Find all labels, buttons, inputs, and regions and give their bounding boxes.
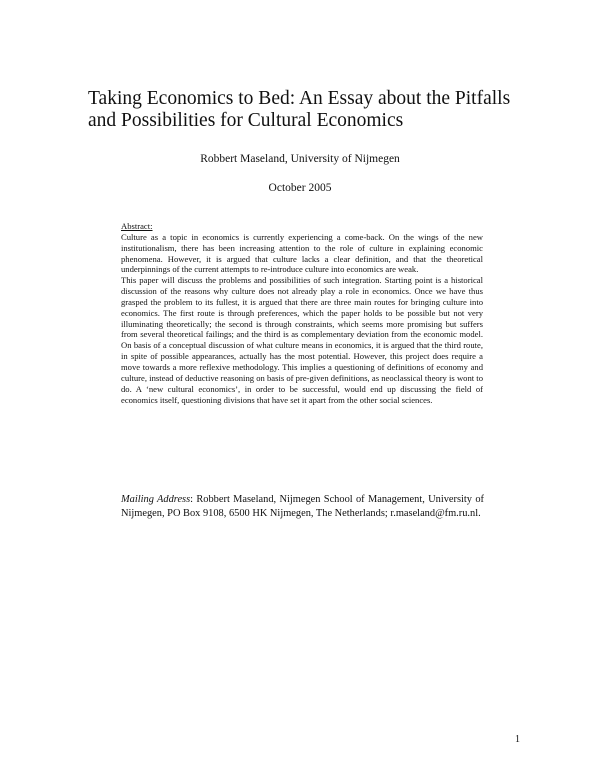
abstract-paragraph-1: Culture as a topic in economics is currently experiencing a come-back. On the wings of the new institutionalism, there has been increasing attention to the role of culture in explaining economic phenomena. However, it is argued that culture lacks a clear definition, and that the theoretical underpinnings of the current attempts to re-introduce culture into economics are weak. [121, 231, 483, 275]
date-line: October 2005 [268, 182, 332, 194]
abstract-paragraph-2: This paper will discuss the problems and possibilities of such integration. Starting point is a historical discussion of the reasons why culture does not already play a role in economics. Once we have thus grasped the problem to its fullest, it is argued that there are three main routes for bringing culture into economics. The first route is through preferences, which the paper holds to be possible but not very illuminating theoretically; the second is through constraints, which seems more promising but suffers from several theoretical failings; and the third is as complementary deviation from the economic model. On basis of a conceptual discussion of what culture means in economics, it is argued that the third route, in spite of possible appearances, actually has the most potential. However, this project does require a move towards a more reflexive methodology. This implies a questioning of definitions of economy and culture, instead of deductive reasoning on basis of pre-given definitions, as neoclassical theory is wont to do. A ‘new cultural economics’, in order to be successful, would end up discussing the field of economics itself, questioning divisions that have set it apart from the other social sciences. [121, 275, 483, 405]
page-number: 1 [515, 734, 520, 745]
abstract-label: Abstract: [121, 221, 153, 231]
paper-title: Taking Economics to Bed: An Essay about the Pitfalls and Possibilities for Cultural Economics [88, 88, 511, 131]
mailing-address-label: Mailing Address [121, 494, 191, 505]
mailing-address [121, 493, 484, 521]
mailing-address-text: : Robbert Maseland, Nijmegen School of Management, University of Nijmegen, PO Box 9108, 6500 HK Nijmegen, The Netherlands; r.maseland@fm.ru.nl. [121, 494, 484, 519]
author-line: Robbert Maseland, University of Nijmegen [200, 153, 400, 165]
abstract-block [121, 221, 483, 405]
